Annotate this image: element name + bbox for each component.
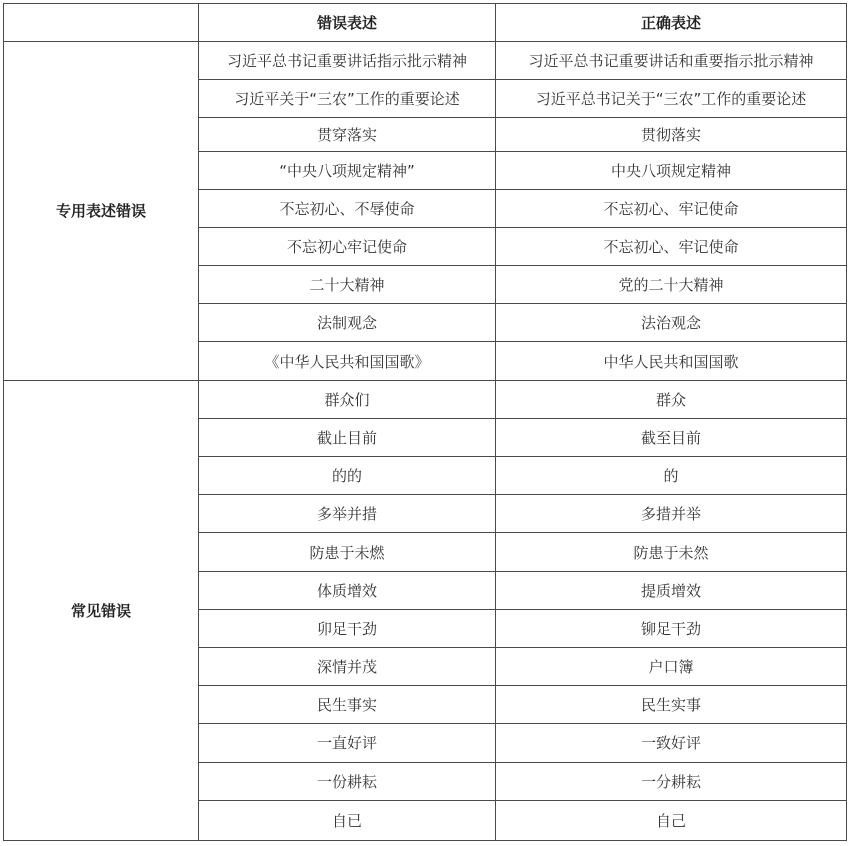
table-row xyxy=(4,380,847,418)
wrong-cell: 法制观念 xyxy=(199,304,496,342)
wrong-cell: 自已 xyxy=(199,800,496,840)
wrong-cell: 一直好评 xyxy=(199,724,496,762)
right-cell: 提质增效 xyxy=(496,571,847,609)
right-cell: 贯彻落实 xyxy=(496,118,847,151)
wrong-cell: 二十大精神 xyxy=(199,266,496,304)
right-cell: 习近平总书记关于“三农”工作的重要论述 xyxy=(496,80,847,118)
wrong-cell: 习近平总书记重要讲话指示批示精神 xyxy=(199,42,496,80)
right-cell: 自己 xyxy=(496,800,847,840)
right-cell: 不忘初心、牢记使命 xyxy=(496,189,847,227)
wrong-cell: 《中华人民共和国国歌》 xyxy=(199,342,496,380)
right-cell: 一分耕耘 xyxy=(496,762,847,800)
wrong-cell: 防患于未燃 xyxy=(199,533,496,571)
right-cell: 户口簿 xyxy=(496,647,847,685)
wrong-cell: 体质增效 xyxy=(199,571,496,609)
wrong-cell: 卯足干劲 xyxy=(199,609,496,647)
wrong-cell: 的的 xyxy=(199,457,496,495)
right-cell: 的 xyxy=(496,457,847,495)
comparison-table xyxy=(3,3,847,841)
header-wrong: 错误表述 xyxy=(199,4,496,42)
header-right: 正确表述 xyxy=(496,4,847,42)
wrong-cell: 贯穿落实 xyxy=(199,118,496,151)
wrong-cell: 深情并茂 xyxy=(199,647,496,685)
right-cell: 习近平总书记重要讲话和重要指示批示精神 xyxy=(496,42,847,80)
table-row xyxy=(4,42,847,80)
right-cell: 一致好评 xyxy=(496,724,847,762)
header-corner xyxy=(4,4,199,42)
wrong-cell: 多举并措 xyxy=(199,495,496,533)
right-cell: 截至目前 xyxy=(496,418,847,456)
wrong-cell: 截止目前 xyxy=(199,418,496,456)
right-cell: 中华人民共和国国歌 xyxy=(496,342,847,380)
wrong-cell: 不忘初心牢记使命 xyxy=(199,227,496,265)
right-cell: 中央八项规定精神 xyxy=(496,151,847,189)
header-row xyxy=(4,4,847,42)
wrong-cell: 一份耕耘 xyxy=(199,762,496,800)
wrong-cell: 习近平关于“三农”工作的重要论述 xyxy=(199,80,496,118)
right-cell: 群众 xyxy=(496,380,847,418)
right-cell: 防患于未然 xyxy=(496,533,847,571)
right-cell: 不忘初心、牢记使命 xyxy=(496,227,847,265)
wrong-cell: 民生事实 xyxy=(199,686,496,724)
group-label: 常见错误 xyxy=(4,380,199,840)
right-cell: 多措并举 xyxy=(496,495,847,533)
wrong-cell: 群众们 xyxy=(199,380,496,418)
group-label: 专用表述错误 xyxy=(4,42,199,381)
wrong-cell: “中央八项规定精神” xyxy=(199,151,496,189)
wrong-cell: 不忘初心、不辱使命 xyxy=(199,189,496,227)
right-cell: 法治观念 xyxy=(496,304,847,342)
right-cell: 党的二十大精神 xyxy=(496,266,847,304)
right-cell: 铆足干劲 xyxy=(496,609,847,647)
right-cell: 民生实事 xyxy=(496,686,847,724)
